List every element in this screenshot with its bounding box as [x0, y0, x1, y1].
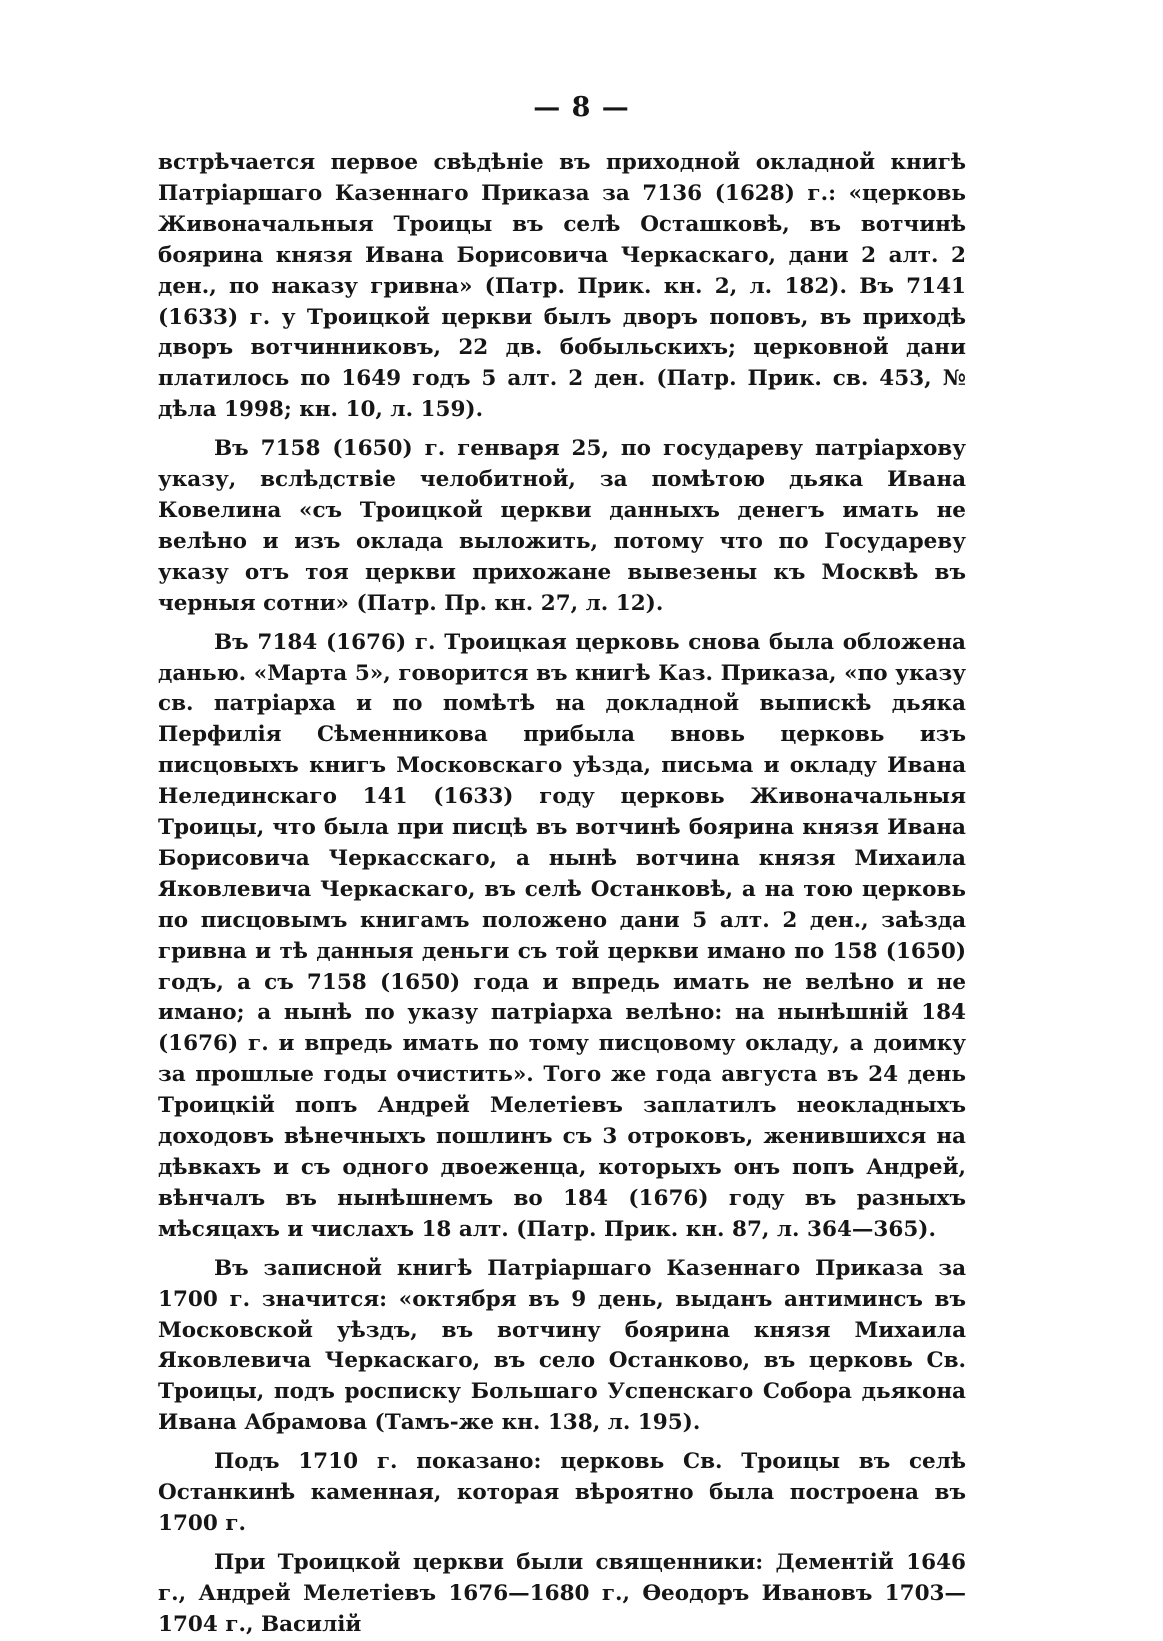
body-text [158, 148, 966, 1641]
paragraph-6: При Троицкой церкви были священники: Дементій 1646 г., Андрей Мелетіевъ 1676—1680 г., Ѳеодоръ Ивановъ 1703—1704 г., Василій [158, 1549, 966, 1637]
paragraph-5: Подъ 1710 г. показано: церковь Св. Троицы въ селѣ Останкинѣ каменная, которая вѣроятно была построена въ 1700 г. [158, 1449, 966, 1536]
paragraph-3: Въ 7184 (1676) г. Троицкая церковь снова была обложена данью. «Марта 5», говорится въ книгѣ Каз. Приказа, «по указу св. патріарха и по помѣтѣ на докладной выпискѣ дьяка Перфилія Сѣменникова прибыла вновь церковь изъ писцовыхъ книгъ Московскаго уѣзда, письма и окладу Ивана Нелединскаго 141 (1633) году церковь Живоначальныя Троицы, что была при писцѣ въ вотчинѣ боярина князя Ивана Борисовича Черкасскаго, а нынѣ вотчина князя Михаила Яковлевича Черкаскаго, въ селѣ Останковѣ, а на тою церковь по писцовымъ книгамъ положено дани 5 алт. 2 ден., заѣзда гривна и тѣ данныя деньги съ той церкви имано по 158 (1650) годъ, а съ 7158 (1650) года и впредь имать не велѣно и не имано; а нынѣ по указу патріарха велѣно: на нынѣшній 184 (1676) г. и впредь имать по тому писцовому окладу, а доимку за прошлые годы очистить». Того же года августа въ 24 день Троицкій попъ Андрей Мелетіевъ заплатилъ неокладныхъ доходовъ вѣнечныхъ пошлинъ съ 3 отроковъ, женившихся на дѣвкахъ и съ одного двоеженца, которыхъ онъ попъ Андрей, вѣнчалъ въ нынѣшнемъ во 184 (1676) году въ разныхъ мѣсяцахъ и числахъ 18 алт. (Патр. Прик. кн. 87, л. 364—365). [158, 629, 966, 1242]
paragraph-1: встрѣчается первое свѣдѣніе въ приходной окладной книгѣ Патріаршаго Казеннаго Приказа за 7136 (1628) г.: «церковь Живоначальныя Троицы въ селѣ Осташковѣ, въ вотчинѣ боярина князя Ивана Борисовича Черкаскаго, дани 2 алт. 2 ден., по наказу гривна» (Патр. Прик. кн. 2, л. 182). Въ 7141 (1633) г. у Троицкой церкви былъ дворъ поповъ, въ приходѣ дворъ вотчинниковъ, 22 дв. бобыльскихъ; церковной дани платилось по 1649 годъ 5 алт. 2 ден. (Патр. Прик. св. 453, № дѣла 1998; кн. 10, л. 159). [158, 150, 966, 423]
paragraph-2: Въ 7158 (1650) г. генваря 25, по государеву патріархову указу, вслѣдствіе челобитной, за помѣтою дьяка Ивана Ковелина «съ Троицкой церкви данныхъ денегъ имать не велѣно и изъ оклада выложить, потому что по Государеву указу отъ тоя церкви прихожане вывезены къ Москвѣ въ черныя сотни» (Патр. Пр. кн. 27, л. 12). [158, 436, 966, 616]
paragraph-4: Въ записной книгѣ Патріаршаго Казеннаго Приказа за 1700 г. значится: «октября въ 9 день, выданъ антиминсъ въ Московской уѣздъ, въ вотчину боярина князя Михаила Яковлевича Черкаскаго, въ село Останково, въ церковь Св. Троицы, подъ росписку Большаго Успенскаго Собора дьякона Ивана Абрамова (Тамъ-же кн. 138, л. 195). [158, 1255, 966, 1436]
page-number: — 8 — [533, 92, 630, 123]
